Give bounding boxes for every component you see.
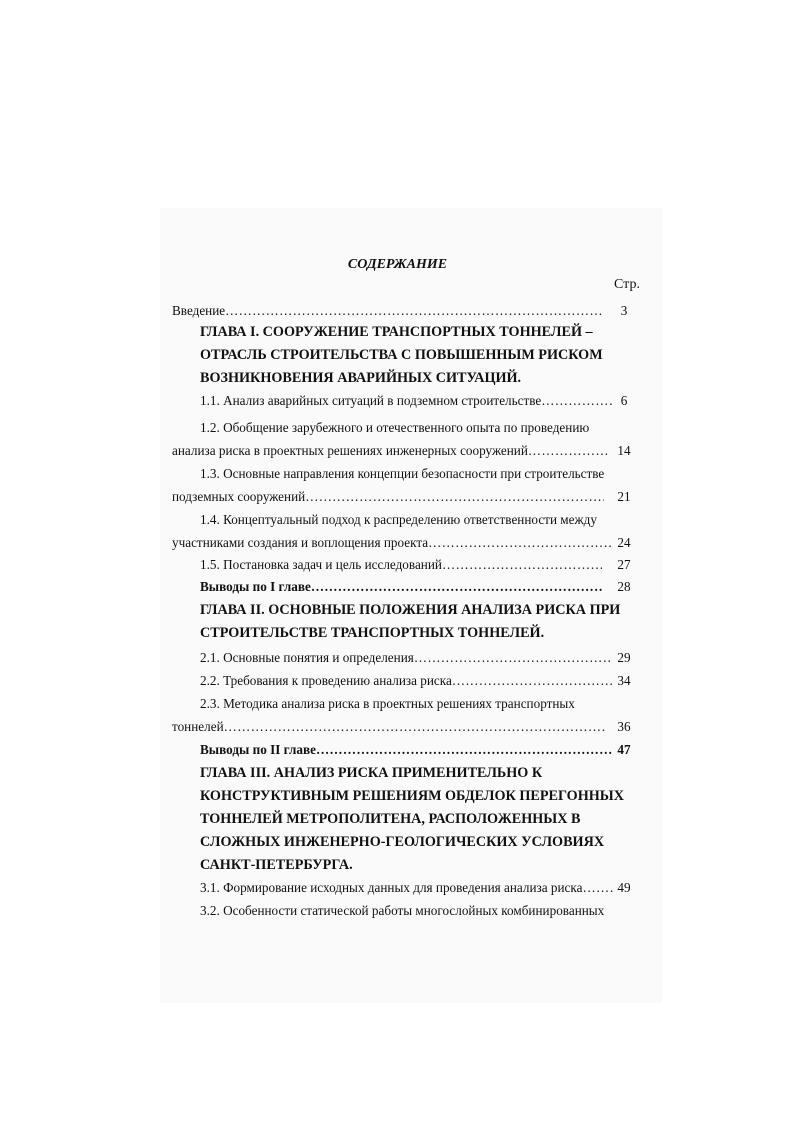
toc-page-number: 24 [617, 535, 631, 550]
chapter-heading-line[interactable]: ГЛАВА I. СООРУЖЕНИЕ ТРАНСПОРТНЫХ ТОННЕЛЕЙ – [200, 324, 593, 340]
toc-page-number: 27 [617, 557, 631, 572]
toc-entry-1-2-line2[interactable] [172, 443, 610, 459]
toc-entry-label: 1.1. Анализ аварийных ситуаций в подземном строительстве [200, 393, 542, 408]
toc-page-number: 29 [617, 650, 631, 665]
toc-entry-label: анализа риска в проектных решениях инженерных сооружений [172, 443, 528, 458]
leader-dots [528, 443, 610, 459]
toc-entry-label: Выводы по I главе [200, 579, 311, 594]
leader-dots [224, 719, 606, 735]
chapter-heading-line[interactable]: ОТРАСЛЬ СТРОИТЕЛЬСТВА С ПОВЫШЕННЫМ РИСКОМ [200, 347, 603, 363]
leader-dots [311, 579, 604, 595]
toc-entry-label: подземных сооружений [172, 489, 306, 504]
toc-entry-3-1[interactable] [200, 880, 614, 896]
toc-entry-intro[interactable] [172, 303, 602, 319]
toc-entry-label: участниками создания и воплощения проекта [172, 535, 429, 550]
chapter-heading-line[interactable]: СТРОИТЕЛЬСТВЕ ТРАНСПОРТНЫХ ТОННЕЛЕЙ. [200, 625, 545, 641]
toc-entry-label: тоннелей [172, 719, 224, 734]
toc-page-number: 47 [617, 742, 631, 757]
toc-entry-1-3-line2[interactable] [172, 489, 604, 505]
toc-page-number: 28 [617, 579, 631, 594]
toc-entry-3-2[interactable]: 3.2. Особенности статической работы многослойных комбинированных [200, 903, 605, 918]
toc-entry-2-1[interactable] [200, 650, 612, 666]
chapter-heading-line[interactable]: ВОЗНИКНОВЕНИЯ АВАРИЙНЫХ СИТУАЦИЙ. [200, 370, 522, 386]
toc-page-number: 21 [617, 489, 631, 504]
toc-entry-2-3-line2[interactable] [172, 719, 606, 735]
toc-entry-1-2-line1[interactable]: 1.2. Обобщение зарубежного и отечественного опыта по проведению [200, 420, 590, 435]
toc-entry-1-1[interactable] [200, 393, 612, 409]
toc-page-number: 3 [620, 303, 628, 318]
leader-dots [316, 742, 612, 758]
toc-entry-1-5[interactable] [200, 557, 602, 573]
toc-entry-1-4-line2[interactable] [172, 535, 612, 551]
toc-entry-conclusions-2[interactable] [200, 742, 612, 758]
leader-dots [305, 489, 604, 505]
toc-entry-1-4-line1[interactable]: 1.4. Концептуальный подход к распределению ответственности между [200, 512, 597, 527]
toc-entry-label: Введение [172, 303, 226, 318]
chapter-heading-line[interactable]: САНКТ-ПЕТЕРБУРГА. [200, 857, 353, 873]
page-column-header: Стр. [614, 277, 640, 292]
chapter-heading-line[interactable]: ТОННЕЛЕЙ МЕТРОПОЛИТЕНА, РАСПОЛОЖЕННЫХ В [200, 811, 581, 827]
toc-entry-2-2[interactable] [200, 673, 614, 689]
chapter-heading-line[interactable]: КОНСТРУКТИВНЫМ РЕШЕНИЯМ ОБДЕЛОК ПЕРЕГОННЫХ [200, 788, 624, 804]
toc-entry-label: 2.1. Основные понятия и определения [200, 650, 414, 665]
toc-entry-label: 1.5. Постановка задач и цель исследований [200, 557, 442, 572]
toc-entry-label: 2.2. Требования к проведению анализа риска [200, 673, 452, 688]
leader-dots [452, 673, 614, 689]
toc-page-number: 14 [617, 443, 631, 458]
leader-dots [428, 535, 612, 551]
chapter-heading-line[interactable]: ГЛАВА III. АНАЛИЗ РИСКА ПРИМЕНИТЕЛЬНО К [200, 765, 543, 781]
toc-page-number: 6 [620, 393, 628, 408]
leader-dots [541, 393, 612, 409]
chapter-heading-line[interactable]: ГЛАВА II. ОСНОВНЫЕ ПОЛОЖЕНИЯ АНАЛИЗА РИСКА ПРИ [200, 602, 621, 618]
toc-entry-1-3-line1[interactable]: 1.3. Основные направления концепции безопасности при строительстве [200, 466, 605, 481]
leader-dots [225, 303, 602, 319]
toc-page-number: 36 [617, 719, 631, 734]
toc-page-number: 34 [617, 673, 631, 688]
toc-entry-label: Выводы по II главе [200, 742, 316, 757]
toc-page-number: 49 [617, 880, 631, 895]
toc-title: СОДЕРЖАНИЕ [347, 257, 448, 272]
toc-entry-2-3-line1[interactable]: 2.3. Методика анализа риска в проектных решениях транспортных [200, 696, 575, 711]
chapter-heading-line[interactable]: СЛОЖНЫХ ИНЖЕНЕРНО-ГЕОЛОГИЧЕСКИХ УСЛОВИЯХ [200, 834, 605, 850]
leader-dots [414, 650, 612, 666]
toc-entry-conclusions-1[interactable] [200, 579, 604, 595]
toc-entry-label: 3.1. Формирование исходных данных для проведения анализа риска [200, 880, 583, 895]
leader-dots [442, 557, 602, 573]
